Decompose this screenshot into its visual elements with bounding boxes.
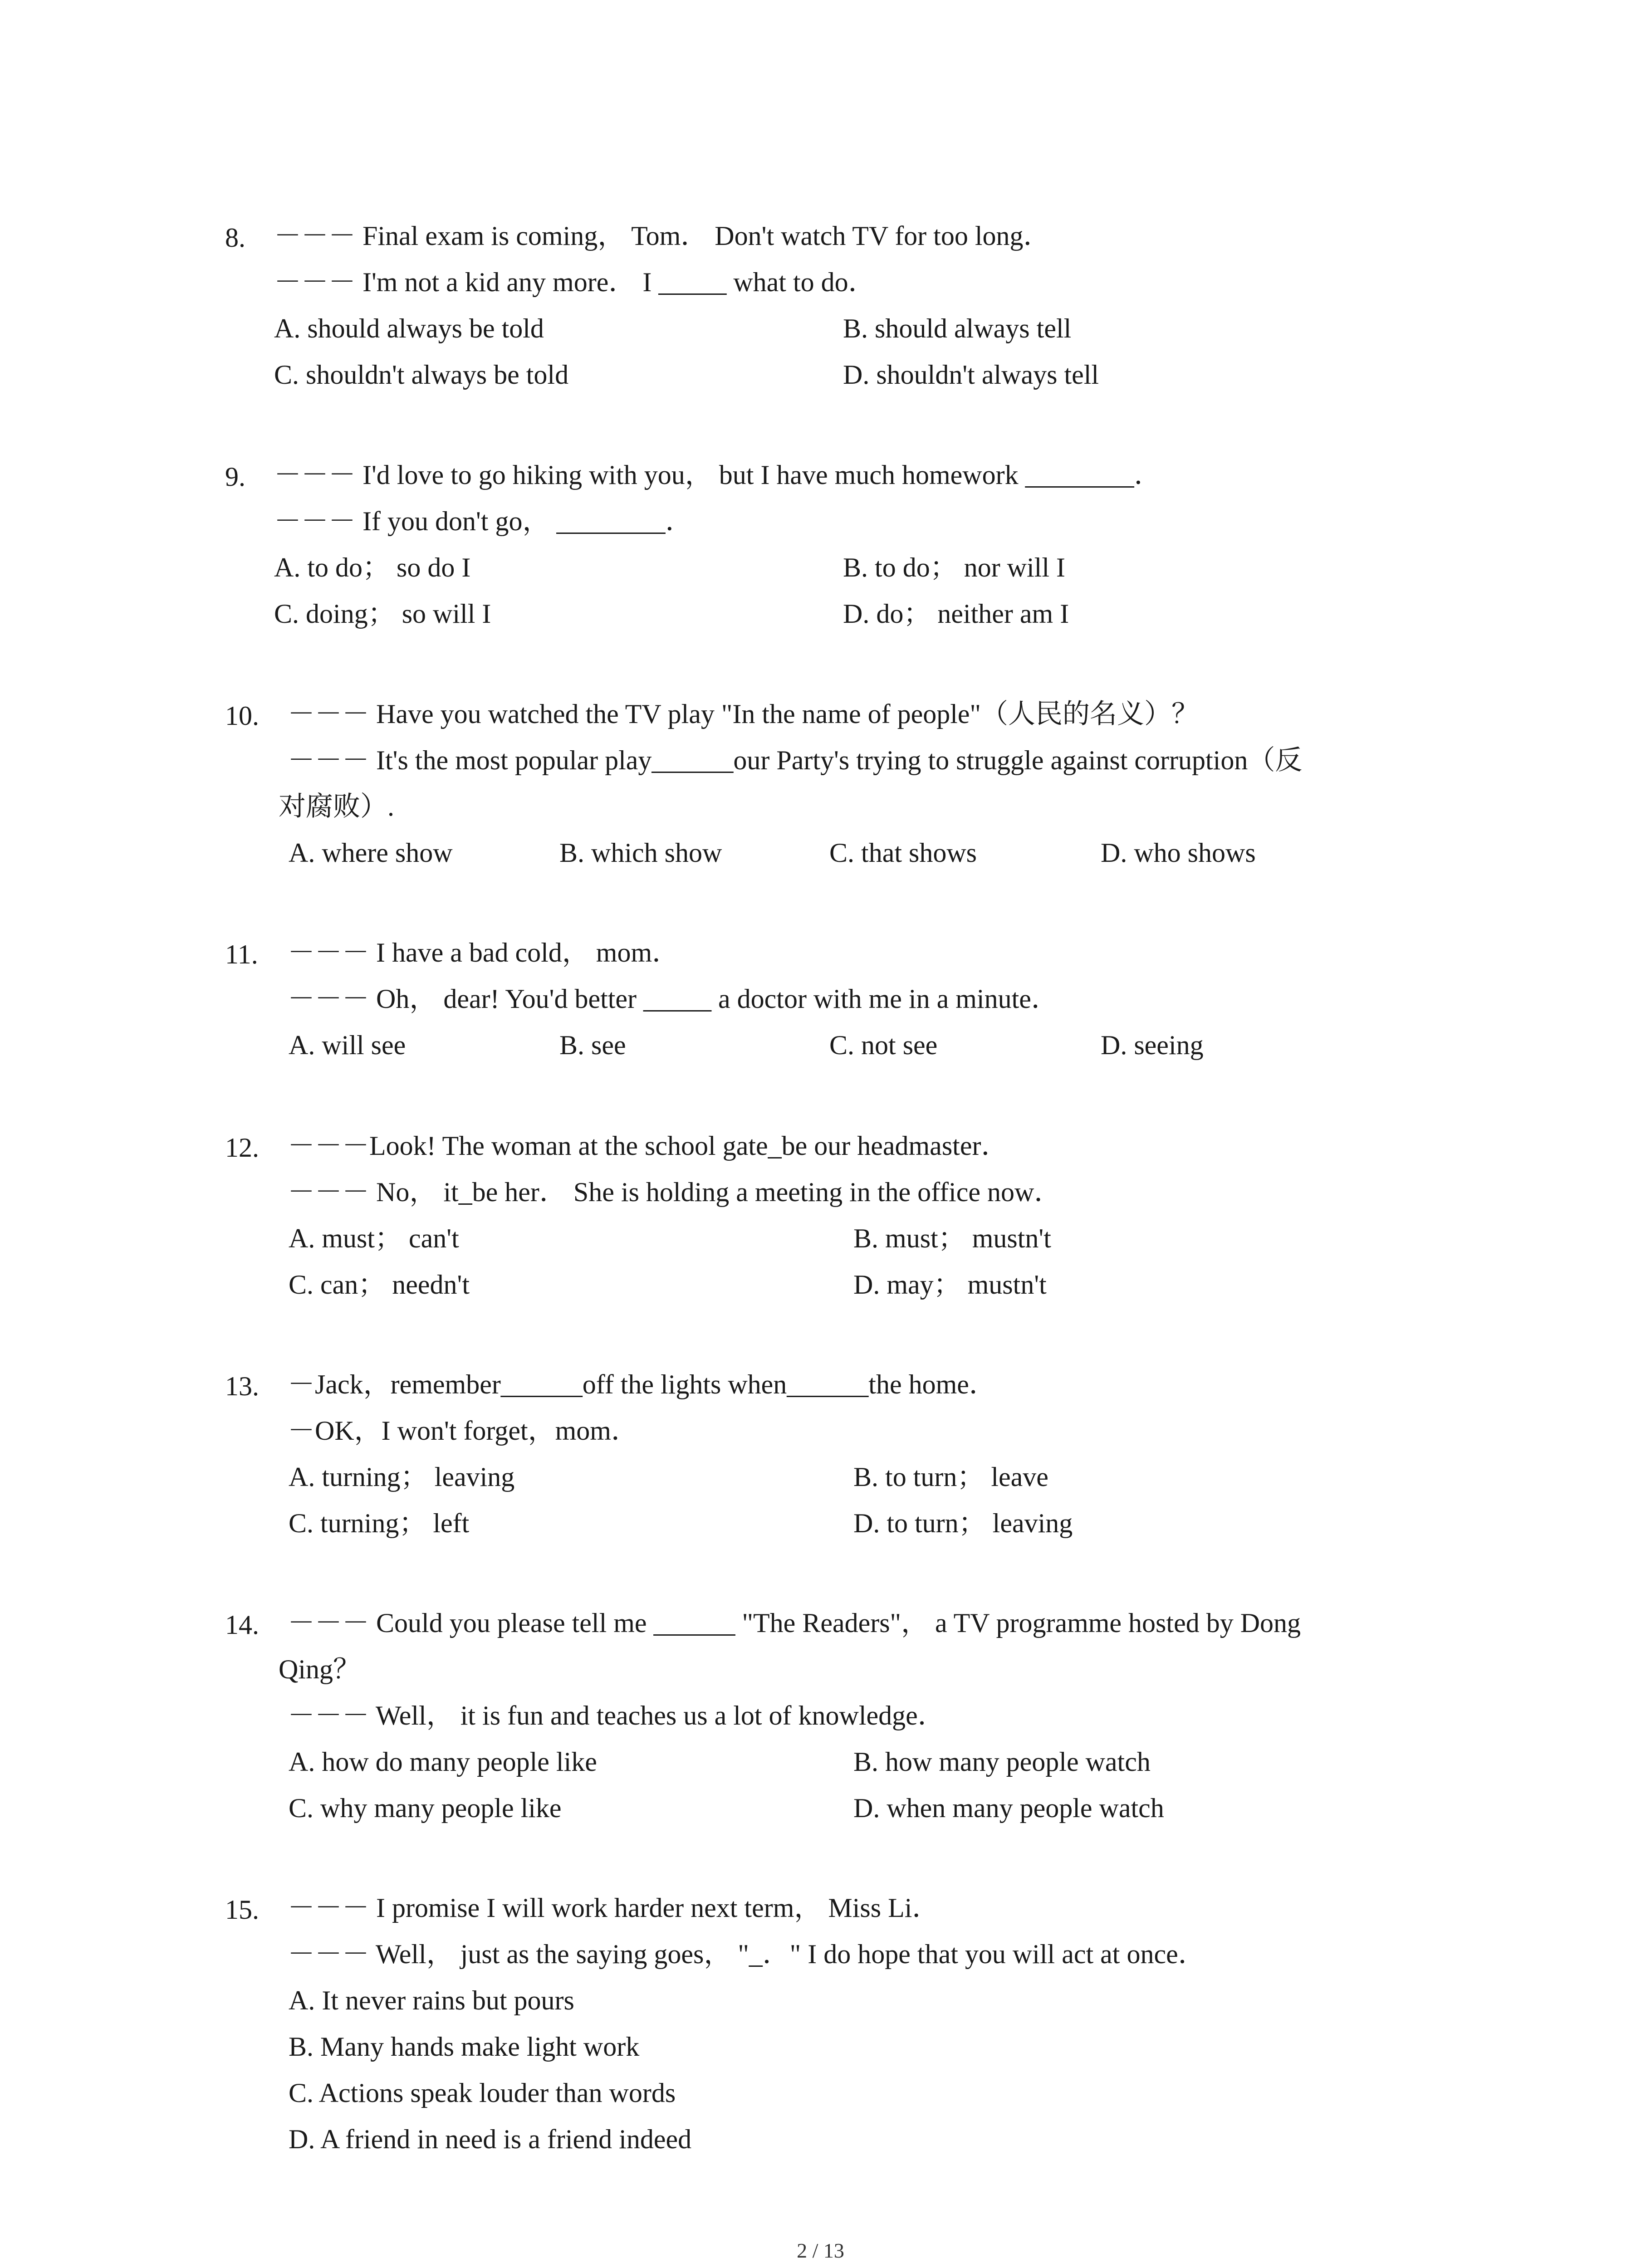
question-line: －－－ No， it_be her． She is holding a meeting in the office now． [288, 1177, 1062, 1207]
option-c: C. that shows [829, 838, 977, 868]
option-c: C. doing； so will I [274, 599, 491, 629]
question-line: －OK，I won't forget，mom． [288, 1416, 638, 1446]
question-number: 12. [225, 1133, 259, 1163]
question-line: －－－ Well， just as the saying goes， "_．" I do hope that you will act at once． [288, 1939, 1205, 1969]
option-b: B. Many hands make light work [289, 2032, 640, 2062]
option-d: D. A friend in need is a friend indeed [289, 2124, 692, 2154]
option-d: D. when many people watch [853, 1793, 1164, 1823]
option-b: B. how many people watch [853, 1747, 1151, 1777]
question-line: 对腐败）. [279, 792, 394, 821]
option-a: A. It never rains but pours [289, 1985, 574, 2015]
option-d: D. who shows [1101, 838, 1256, 868]
option-c: C. turning； left [289, 1508, 470, 1538]
question-line: Qing？ [279, 1654, 360, 1684]
question-line: －－－ Have you watched the TV play "In the name of people"（人民的名义）？ [288, 699, 1199, 729]
option-c: C. shouldn't always be told [274, 360, 569, 390]
option-a: A. will see [289, 1030, 406, 1060]
question-line: －－－ I have a bad cold， mom． [288, 938, 680, 968]
option-a: A. to do； so do I [274, 552, 471, 582]
question-line: －－－ I'm not a kid any more． I _____ what to do． [274, 267, 876, 297]
question-number: 10. [225, 701, 259, 731]
question-line: －－－ Oh， dear! You'd better _____ a doctor with me in a minute． [288, 984, 1058, 1014]
option-b: B. must； mustn't [853, 1223, 1051, 1253]
option-c: C. Actions speak louder than words [289, 2078, 676, 2108]
option-b: B. should always tell [843, 313, 1072, 343]
question-line: －－－ Could you please tell me ______ "The Readers"， a TV programme hosted by Dong [288, 1608, 1301, 1638]
question-line: －－－ Final exam is coming， Tom． Don't watch TV for too long． [274, 221, 1051, 251]
question-line: －－－ I'd love to go hiking with you， but I have much homework ________． [274, 460, 1161, 490]
question-number: 11. [225, 939, 258, 969]
question-number: 8. [225, 223, 245, 253]
option-a: A. how do many people like [289, 1747, 597, 1777]
question-line: －Jack，remember______off the lights when______the home． [288, 1369, 996, 1399]
option-a: A. must； can't [289, 1223, 459, 1253]
question-number: 14. [225, 1610, 259, 1640]
option-c: C. can； needn't [289, 1270, 470, 1300]
option-d: D. shouldn't always tell [843, 360, 1099, 390]
option-a: A. turning； leaving [289, 1462, 515, 1492]
option-b: B. to do； nor will I [843, 552, 1065, 582]
question-line: －－－ I promise I will work harder next term， Miss Li． [288, 1893, 940, 1923]
question-line: －－－ Well， it is fun and teaches us a lot of knowledge． [288, 1701, 945, 1730]
option-b: B. see [559, 1030, 626, 1060]
option-d: D. do； neither am I [843, 599, 1069, 629]
option-a: A. where show [289, 838, 453, 868]
page-number: 2 / 13 [797, 2239, 844, 2262]
option-c: C. not see [829, 1030, 938, 1060]
question-line: －－－ It's the most popular play______our Party's trying to struggle against corruption（反 [288, 745, 1303, 775]
option-b: B. which show [559, 838, 722, 868]
question-line: －－－ If you don't go， ________． [274, 506, 693, 536]
option-d: D. to turn； leaving [853, 1508, 1073, 1538]
option-c: C. why many people like [289, 1793, 562, 1823]
option-b: B. to turn； leave [853, 1462, 1048, 1492]
question-number: 13. [225, 1371, 259, 1401]
option-d: D. may； mustn't [853, 1270, 1047, 1300]
question-number: 9. [225, 462, 245, 492]
option-a: A. should always be told [274, 313, 544, 343]
question-line: －－－Look! The woman at the school gate_be our headmaster． [288, 1131, 1009, 1161]
option-d: D. seeing [1101, 1030, 1204, 1060]
question-number: 15. [225, 1895, 259, 1925]
